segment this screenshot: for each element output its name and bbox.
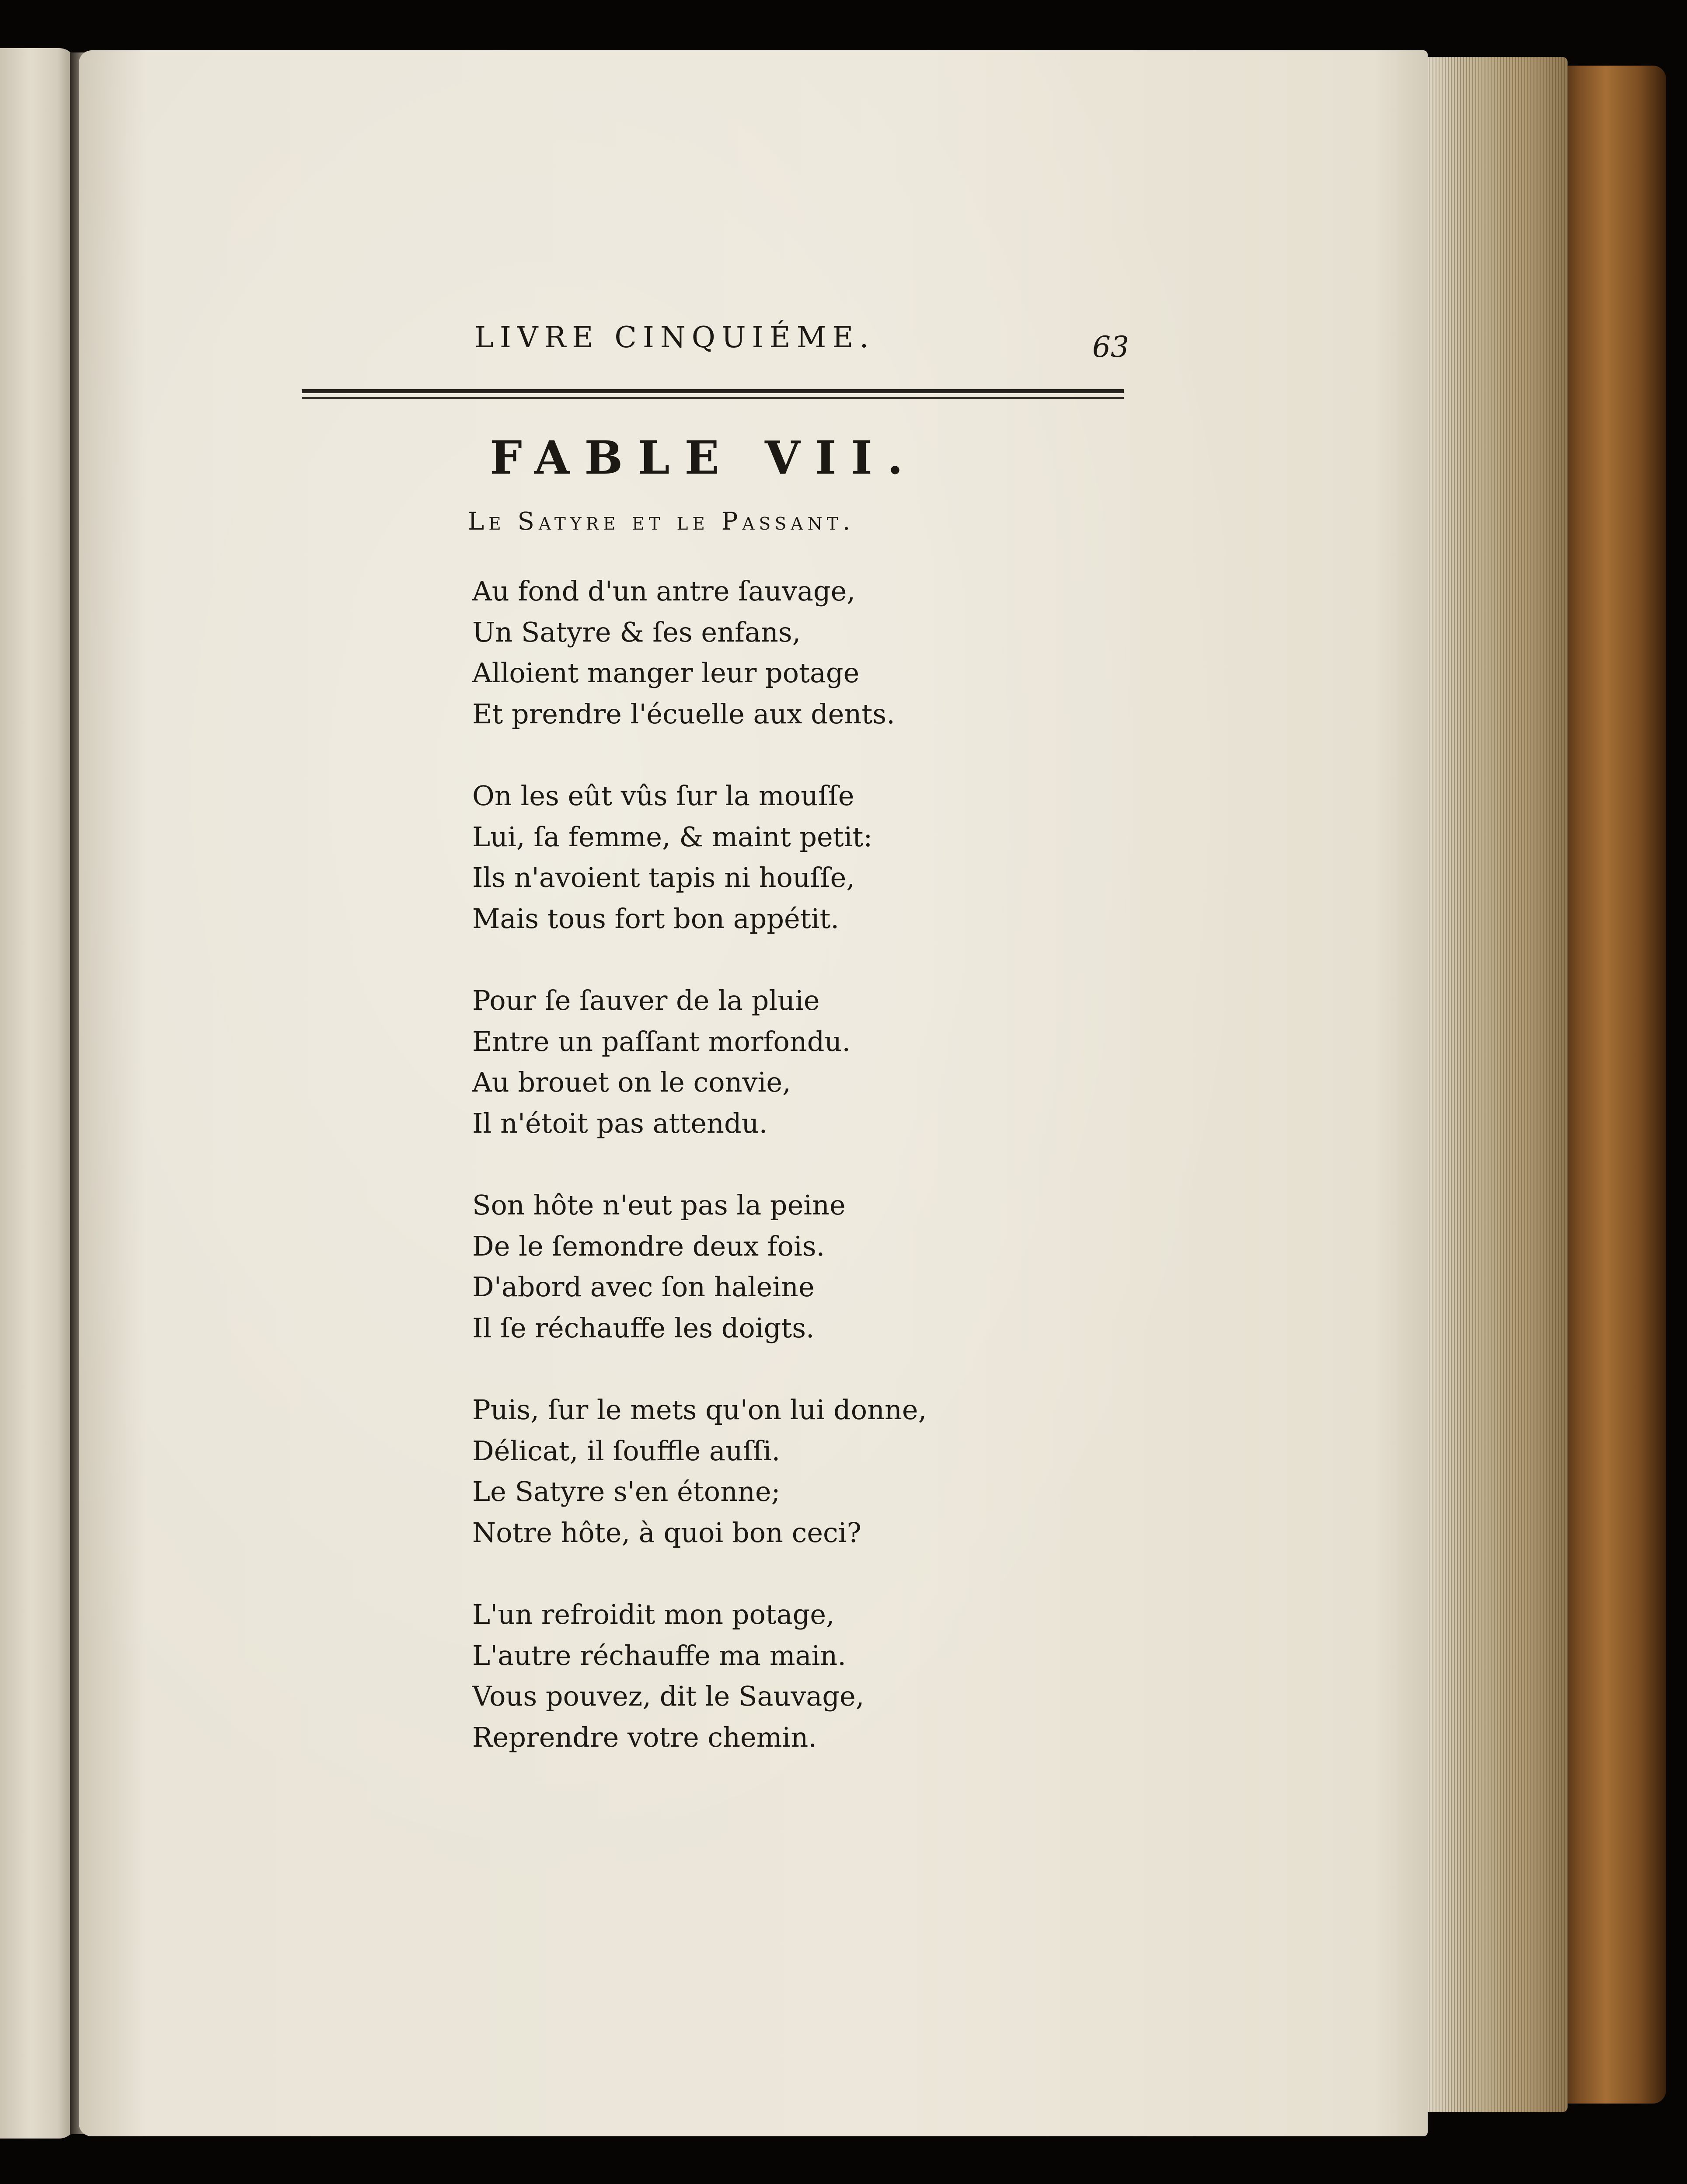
stanza-2 xyxy=(472,775,927,939)
poem-line: Un Satyre & ſes enfans, xyxy=(472,616,801,648)
page-fore-edge xyxy=(1423,57,1568,2112)
poem-line: Alloient manger leur potage xyxy=(472,657,860,689)
poem-line: Au fond d'un antre ſauvage, xyxy=(472,575,856,607)
poem-line: Il ſe réchauffe les doigts. xyxy=(472,1312,815,1344)
poem-line: Mais tous fort bon appétit. xyxy=(472,902,840,935)
stanza-3 xyxy=(472,980,927,1144)
fable-subtitle-text: Le Satyre et le Passant. xyxy=(468,507,855,536)
poem-line: L'un refroidit mon potage, xyxy=(472,1598,835,1630)
stanza-5 xyxy=(472,1389,927,1553)
stanza-6 xyxy=(472,1594,927,1758)
left-page-edge xyxy=(0,48,77,2139)
book-page xyxy=(79,50,1428,2136)
poem-line: Reprendre votre chemin. xyxy=(472,1721,817,1753)
poem-line: Au brouet on le convie, xyxy=(472,1066,791,1098)
poem-line: Le Satyre s'en étonne; xyxy=(472,1476,781,1507)
poem-line: Vous pouvez, dit le Sauvage, xyxy=(472,1680,864,1712)
poem xyxy=(472,571,927,1799)
stanza-1 xyxy=(472,571,927,734)
poem-line: On les eût vûs ſur la mouſſe xyxy=(472,780,854,812)
fable-subtitle xyxy=(468,507,854,536)
poem-line: Ils n'avoient tapis ni houſſe, xyxy=(472,862,855,893)
book-cover-edge xyxy=(1557,66,1666,2104)
page-number: 63 xyxy=(1092,330,1129,364)
fable-title: FABLE VII. xyxy=(490,431,918,485)
poem-line: Entre un paſſant morfondu. xyxy=(472,1025,851,1057)
poem-line: L'autre réchauffe ma main. xyxy=(472,1639,847,1671)
poem-line: Et prendre l'écuelle aux dents. xyxy=(472,698,895,730)
header-rule-thick xyxy=(302,389,1124,393)
poem-line: De le ſemondre deux fois. xyxy=(472,1230,825,1262)
poem-line: Notre hôte, à quoi bon ceci? xyxy=(472,1516,861,1549)
stanza-4 xyxy=(472,1185,927,1348)
poem-line: Délicat, il ſouffle auſſi. xyxy=(472,1434,781,1467)
poem-line: Il n'étoit pas attendu. xyxy=(472,1107,768,1139)
poem-line: Pour ſe ſauver de la pluie xyxy=(472,984,820,1016)
poem-line: Puis, ſur le mets qu'on lui donne, xyxy=(472,1394,927,1426)
poem-line: D'abord avec ſon haleine xyxy=(472,1271,815,1303)
poem-line: Son hôte n'eut pas la peine xyxy=(472,1189,846,1221)
running-head: LIVRE CINQUIÉME. xyxy=(474,321,875,354)
header-rule-thin xyxy=(302,397,1124,399)
poem-line: Lui, ſa femme, & maint petit: xyxy=(472,820,873,853)
